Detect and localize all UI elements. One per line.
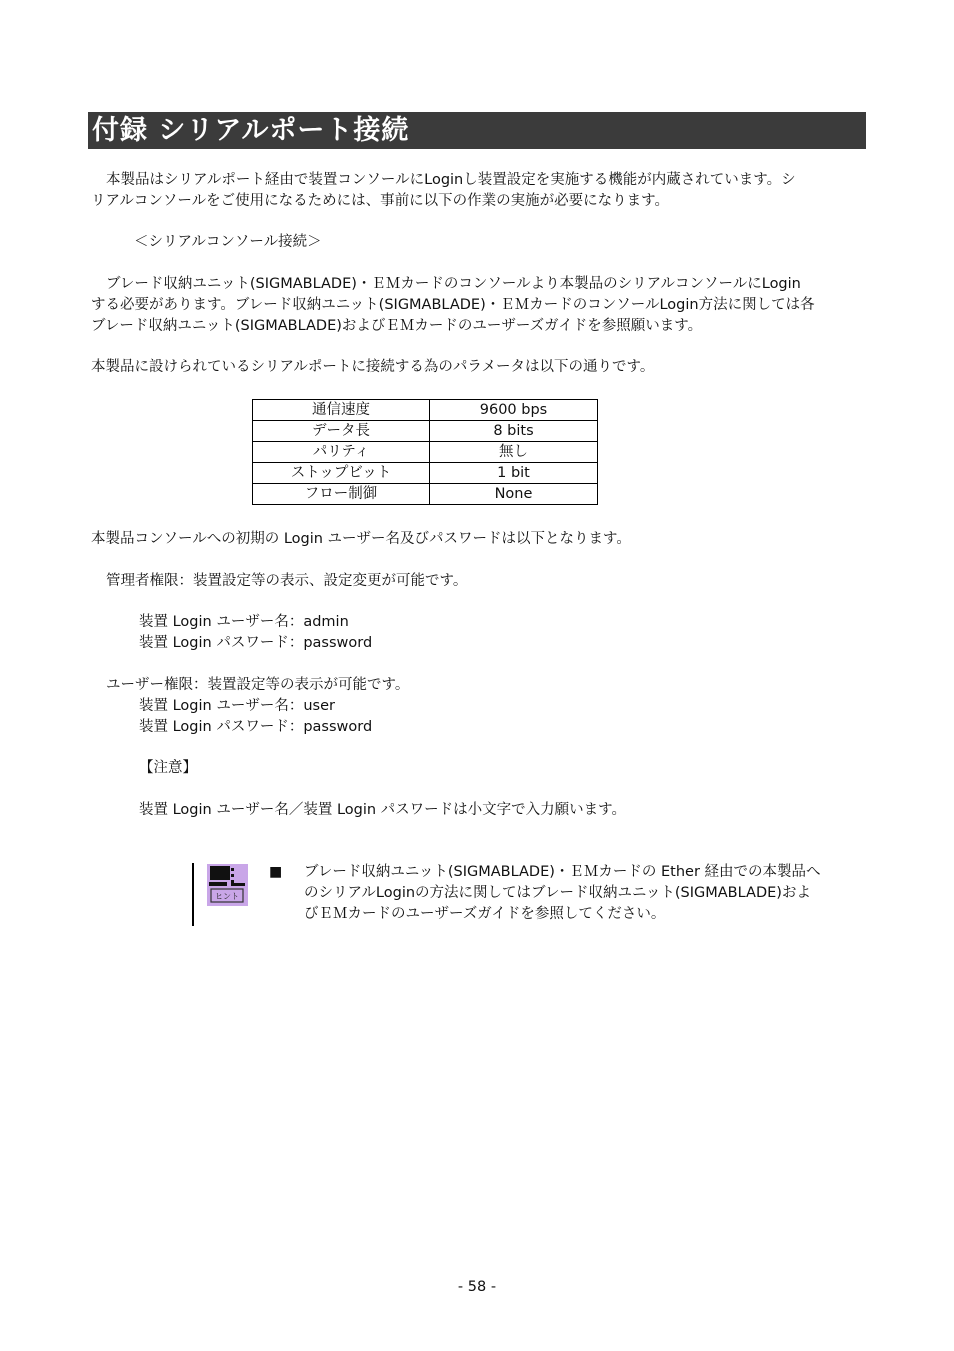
param-name: 通信速度	[253, 400, 430, 421]
login-intro: 本製品コンソールへの初期の Login ユーザー名及びパスワードは以下となります。	[91, 531, 631, 547]
notice-text: 装置 Login ユーザー名／装置 Login パスワードは小文字で入力願います。	[139, 802, 627, 818]
param-value: 9600 bps	[430, 400, 598, 421]
param-name: パリティ	[253, 442, 430, 463]
notice-heading: 【注意】	[139, 760, 197, 776]
serial-params-table	[252, 399, 598, 505]
param-value: 1 bit	[430, 463, 598, 484]
hint-line-2: のシリアルLoginの方法に関してはブレード収納ユニット(SIGMABLADE)およ	[304, 885, 811, 901]
user-username: 装置 Login ユーザー名：user	[139, 698, 335, 714]
user-heading: ユーザー権限：装置設定等の表示が可能です。	[106, 677, 410, 693]
intro-line-1: 本製品はシリアルポート経由で装置コンソールにLoginし装置設定を実施する機能が内蔵されています。シ	[106, 172, 796, 188]
params-intro: 本製品に設けられているシリアルポートに接続する為のパラメータは以下の通りです。	[91, 359, 655, 375]
table-row	[253, 484, 598, 505]
param-name: フロー制御	[253, 484, 430, 505]
param-value: None	[430, 484, 598, 505]
admin-password: 装置 Login パスワード：password	[139, 635, 373, 651]
table-row	[253, 463, 598, 484]
user-password: 装置 Login パスワード：password	[139, 719, 373, 735]
param-name: データ長	[253, 421, 430, 442]
blade-line-3: ブレード収納ユニット(SIGMABLADE)およびＥＭカードのユーザーズガイドを参照願います。	[91, 318, 703, 334]
intro-line-2: リアルコンソールをご使用になるためには、事前に以下の作業の実施が必要になります。	[91, 193, 669, 209]
param-value: 無し	[430, 442, 598, 463]
page-number: - 58 -	[457, 1279, 497, 1295]
hint-bullet: ■	[269, 864, 283, 880]
param-value: 8 bits	[430, 421, 598, 442]
blade-line-1: ブレード収納ユニット(SIGMABLADE)・ＥＭカードのコンソールより本製品のシリアルコンソールにLogin	[106, 276, 801, 292]
hint-divider	[192, 863, 194, 926]
hint-line-1: ブレード収納ユニット(SIGMABLADE)・ＥＭカードの Ether 経由での本製品へ	[304, 864, 821, 880]
param-name: ストップビット	[253, 463, 430, 484]
hint-line-3: びＥＭカードのユーザーズガイドを参照してください。	[304, 906, 666, 922]
hint-icon	[207, 864, 248, 906]
admin-username: 装置 Login ユーザー名：admin	[139, 614, 349, 630]
hint-icon-label: ヒント	[215, 892, 239, 901]
page-title: 付録 シリアルポート接続	[88, 112, 866, 149]
table-row	[253, 421, 598, 442]
blade-line-2: する必要があります。ブレード収納ユニット(SIGMABLADE)・ＥＭカードのコンソールLogin方法に関しては各	[91, 297, 815, 313]
hint-text	[304, 862, 854, 925]
admin-heading: 管理者権限：装置設定等の表示、設定変更が可能です。	[106, 573, 468, 589]
table-row	[253, 400, 598, 421]
section-heading: ＜シリアルコンソール接続＞	[134, 234, 322, 250]
table-row	[253, 442, 598, 463]
